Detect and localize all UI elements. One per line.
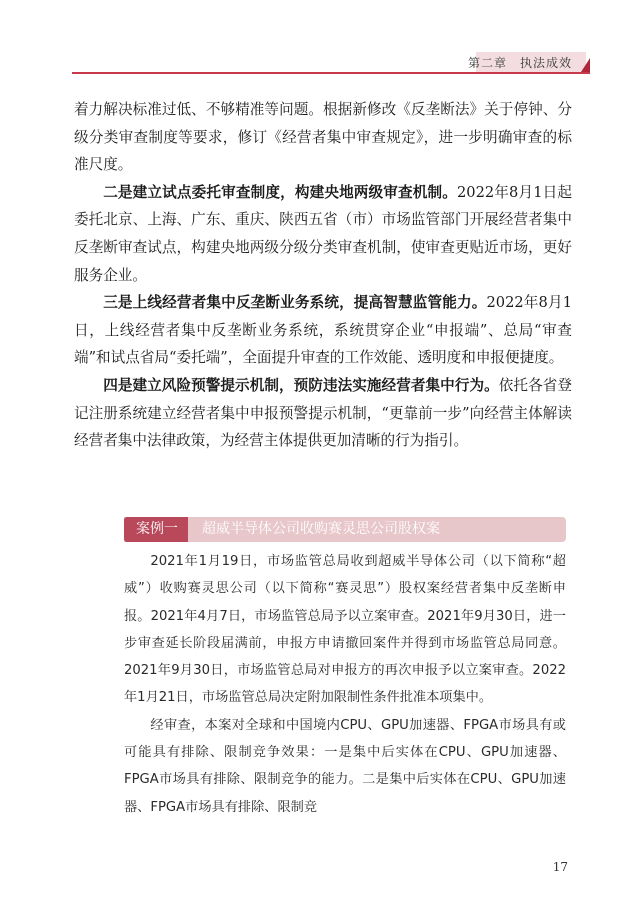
paragraph-4-heading: 四是建立风险预警提示机制，预防违法实施经营者集中行为。 bbox=[103, 376, 499, 394]
case-tag: 案例一 bbox=[124, 517, 188, 542]
case-paragraph-2: 经审查，本案对全球和中国境内CPU、GPU加速器、FPGA市场具有或可能具有排除、限制竞争效果：一是集中后实体在CPU、GPU加速器、FPGA市场具有排除、限制竞争的能力。二是集中后实体在CPU、GPU加速器、FPGA市场具有排除、限制竞 bbox=[124, 717, 566, 815]
case-title: 超威半导体公司收购赛灵思公司股权案 bbox=[202, 521, 440, 537]
page-number: 17 bbox=[552, 860, 568, 874]
case-paragraph-1: 2021年1月19日，市场监管总局收到超威半导体公司（以下简称“超威”）收购赛灵思公司（以下简称“赛灵思”）股权案经营者集中反垄断申报。2021年4月7日，市场监管总局予以立案审查。2021年9月30日，进一步审查延长阶段届满前，申报方申请撤回案件并得到市场监管总局同意。2021年9月30日，市场监管总局对申报方的再次申报予以立案审查。2022年1月21日，市场监管总局决定附加限制性条件批准本项集中。 bbox=[124, 554, 566, 706]
paragraph-3-text: 2022年8月1日，上线经营者集中反垄断业务系统，系统贯穿企业“申报端”、总局“审查端”和试点省局“委托端”，全面提升审查的工作效能、透明度和申报便捷度。 bbox=[74, 294, 572, 367]
paragraph-4-text: 依托各省登记注册系统建立经营者集中申报预警提示机制，“更靠前一步”向经营主体解读经营者集中法律政策，为经营主体提供更加清晰的行为指引。 bbox=[74, 376, 572, 450]
body-text bbox=[74, 96, 572, 455]
case-body bbox=[124, 548, 566, 821]
paragraph-3-heading: 三是上线经营者集中反垄断业务系统，提高智慧监管能力。 bbox=[103, 294, 487, 312]
paragraph-1: 着力解决标准过低、不够精准等问题。根据新修改《反垄断法》关于停钟、分级分类审查制度等要求，修订《经营者集中审查规定》，进一步明确审查的标准尺度。 bbox=[74, 101, 572, 174]
paragraph-2-text: 2022年8月1日起委托北京、上海、广东、重庆、陕西五省（市）市场监管部门开展经营者集中反垄断审查试点，构建央地两级分级分类审查机制，使审查更贴近市场，更好服务企业。 bbox=[74, 183, 572, 284]
paragraph-2-heading: 二是建立试点委托审查制度，构建央地两级审查机制。 bbox=[103, 183, 458, 201]
paragraph-4 bbox=[74, 372, 572, 455]
chapter-header: 第二章 执法成效 bbox=[467, 56, 572, 70]
paragraph-2 bbox=[74, 179, 572, 289]
header-rule bbox=[72, 72, 590, 74]
paragraph-3 bbox=[74, 289, 572, 372]
header-corner-mark bbox=[581, 58, 590, 72]
